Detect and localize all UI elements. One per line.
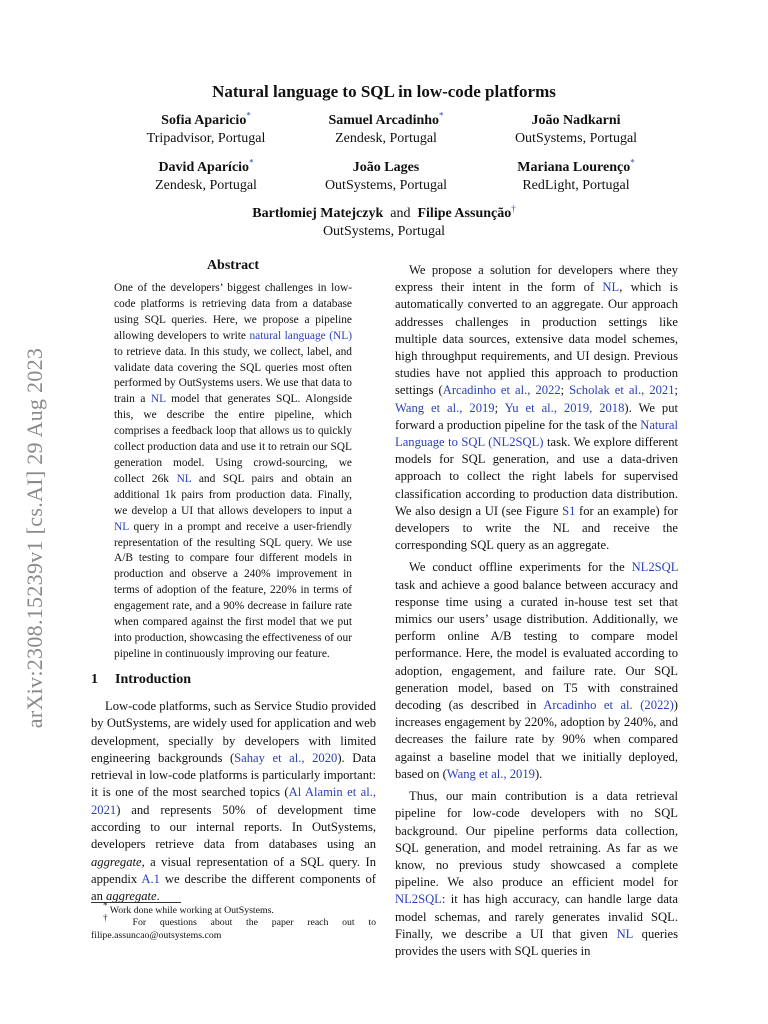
figure-link[interactable]: S1 bbox=[562, 503, 576, 518]
text-run: We conduct offline experiments for the bbox=[409, 560, 632, 575]
text-run: . bbox=[156, 889, 160, 904]
text-run: , which is automatically converted to an aggregate. Our approach addresses challenges in production settings like multiple data sources, extensive data model schemes, high throughput requirements, and UI design. Previous studies have not applied this approach to production settings ( bbox=[395, 280, 678, 398]
author-affiliation: OutSystems, Portugal bbox=[322, 224, 446, 239]
footnote-text: Work done while working at OutSystems. bbox=[107, 905, 274, 916]
author-name: Filipe Assunção bbox=[417, 206, 512, 221]
paragraph bbox=[395, 559, 678, 783]
acronym-link[interactable]: NL bbox=[616, 926, 633, 941]
footnote-mark: * bbox=[103, 900, 108, 911]
acronym-link[interactable]: natural language (NL) bbox=[249, 329, 352, 342]
author-name: João Nadkarni bbox=[531, 113, 621, 128]
text-run: ). Data retrieval in low-code platforms is particularly important: it is one of the most searched topics ( bbox=[91, 750, 377, 800]
acronym-link[interactable]: NL bbox=[114, 520, 129, 533]
author-block bbox=[466, 112, 686, 148]
author-mark[interactable]: * bbox=[249, 157, 254, 168]
author-name: João Lages bbox=[352, 160, 420, 175]
paper-title: Natural language to SQL in low-code platforms bbox=[212, 82, 556, 101]
citation-link[interactable]: Wang et al., 2019 bbox=[446, 766, 535, 781]
paragraph bbox=[91, 698, 376, 906]
text-run: queries provides the users with SQL queries in bbox=[395, 926, 679, 958]
author-affiliation: Zendesk, Portugal bbox=[155, 178, 257, 193]
text-run: Low-code platforms, such as Service Studio provided by OutSystems, are widely used for application and web development, specially by developers with limited engineering backgrounds ( bbox=[91, 699, 376, 765]
citation-link[interactable]: Wang et al., 2019 bbox=[395, 400, 495, 415]
citation-link[interactable]: Yu et al., 2019, 2018 bbox=[504, 400, 625, 415]
abstract-text-run: and SQL pairs and obtain an additional 1k pairs from production data. Finally, we develop a UI that allows developers to input a bbox=[114, 472, 352, 517]
text-run: ) increases engagement by 220%, adoption by 240%, and decreases the failure rate by 90% when compared against a baseline model that we initially deployed, based on ( bbox=[395, 698, 678, 781]
author-affiliation: Zendesk, Portugal bbox=[335, 131, 437, 146]
text-run: ; bbox=[560, 383, 570, 398]
text-run: task and achieve a good balance between accuracy and response time using a curated in-house test set that mimics our users’ usage distribution. Additionally, we perform online A/B testing to compare model performance. Here, the model is evaluated according to adoption, engagement, and failure rate. Our SQL generation model, based on T5 with constrained decoding (as described in bbox=[395, 577, 678, 713]
author-name: David Aparício bbox=[158, 160, 250, 175]
author-affiliation: Tripadvisor, Portugal bbox=[146, 131, 266, 146]
author-name: Bartłomiej Matejczyk bbox=[252, 206, 384, 221]
acronym-link[interactable]: NL bbox=[602, 280, 620, 295]
abstract-text bbox=[114, 281, 352, 663]
text-run: ; bbox=[494, 400, 505, 415]
right-column-body bbox=[395, 262, 678, 960]
author-name: Samuel Arcadinho bbox=[328, 113, 440, 128]
footnote bbox=[91, 913, 376, 942]
text-run: , a visual representation of a SQL query. In appendix bbox=[91, 854, 376, 886]
emphasis: aggregate bbox=[106, 889, 157, 904]
text-run: We propose a solution for developers where they express their intent in the form of bbox=[395, 263, 678, 295]
paragraph bbox=[395, 788, 678, 960]
text-run: we describe the different components of an bbox=[91, 871, 376, 904]
introduction-body bbox=[91, 698, 376, 906]
citation-link[interactable]: Al Alamin et al., 2021 bbox=[91, 785, 377, 817]
acronym-link[interactable]: NL bbox=[176, 472, 192, 485]
emphasis: aggregate bbox=[91, 854, 142, 869]
author-affiliation: RedLight, Portugal bbox=[522, 178, 630, 193]
author-block bbox=[276, 159, 496, 195]
abstract-text-run: One of the developers’ biggest challenges in low-code platforms is retrieving data from a database using SQL queries. Here, we propose a pipeline allowing developers to write bbox=[114, 282, 352, 342]
author-conjunction: and bbox=[390, 206, 411, 221]
author-affiliation: OutSystems, Portugal bbox=[324, 178, 448, 193]
author-affiliation: OutSystems, Portugal bbox=[514, 131, 638, 146]
footnotes bbox=[91, 900, 376, 942]
last-authors bbox=[0, 205, 768, 241]
abstract-text-run: query in a prompt and receive a user-friendly representation of the resulting SQL query. We use A/B testing to compare four different models in production and observe a 240% improvement in terms of adoption of the feature, 220% in terms of engagement rate, and a 90% decrease in failure rate when compared against the first model that we put into production, showcasing the effectiveness of our pipeline in continuously improving our feature. bbox=[114, 520, 352, 660]
text-run: ). We put forward a production pipeline for the task of the bbox=[395, 400, 678, 432]
citation-link[interactable]: Scholak et al., 2021 bbox=[569, 383, 675, 398]
arxiv-identifier: arXiv:2308.15239v1 [cs.AI] 29 Aug 2023 bbox=[22, 347, 47, 729]
acronym-link[interactable]: NL2SQL bbox=[631, 560, 678, 575]
footnote bbox=[91, 900, 376, 917]
abstract-text-run: to retrieve data. In this study, we collect, label, and validate data covering the SQL queries most often performed by OutSystems users. We use that data to train a bbox=[114, 345, 352, 406]
text-run: : it has high accuracy, can handle large data model schemas, and rarely generates invalid SQL. Finally, we describe a UI that given bbox=[395, 892, 678, 941]
footnote-mark: † bbox=[103, 913, 119, 924]
text-run: ). bbox=[534, 766, 543, 781]
citation-link[interactable]: Sahay et al., 2020 bbox=[234, 750, 338, 765]
arxiv-sidebar-stamp bbox=[18, 318, 52, 758]
author-mark[interactable]: * bbox=[246, 110, 251, 121]
citation-link[interactable]: Arcadinho et al., 2022 bbox=[442, 383, 561, 398]
author-mark[interactable]: * bbox=[630, 157, 635, 168]
author-block bbox=[276, 112, 496, 148]
text-run: for an example) for developers to write the NL and receive the corresponding SQL query as an aggregate. bbox=[395, 503, 678, 553]
author-block bbox=[466, 159, 686, 195]
abstract-heading: Abstract bbox=[206, 258, 260, 273]
acronym-link[interactable]: NL bbox=[150, 393, 166, 406]
paragraph bbox=[395, 262, 678, 554]
text-run: task. We explore different models for SQL generation, and use a data-driven approach to collect the right labels for supervised classification according to production data distribution. We also design a UI (see Figure bbox=[395, 435, 679, 518]
author-mark[interactable]: † bbox=[511, 203, 516, 214]
text-run: Thus, our main contribution is a data retrieval pipeline for low-code developers with no SQL background. Our pipeline performs data collection, SQL generation, and model retraining. As far as we know, no previous study showcased a complete pipeline. We also produce an efficient model for bbox=[395, 789, 678, 890]
author-mark[interactable]: * bbox=[439, 110, 444, 121]
footnote-text: For questions about the paper reach out to filipe.assuncao@outsystems.com bbox=[91, 917, 376, 941]
author-name: Sofia Aparicio bbox=[161, 113, 247, 128]
text-run: ; bbox=[674, 383, 679, 398]
acronym-link[interactable]: Natural Language to SQL (NL2SQL) bbox=[395, 417, 678, 450]
author-name: Mariana Lourenço bbox=[517, 160, 631, 175]
abstract-text-run: model that generates SQL. Alongside this, we describe the entire pipeline, which comprises a feedback loop that allows us to quickly collect production data and use it to retrain our SQL generation model. Using crowd-sourcing, we collect 26k bbox=[114, 393, 353, 485]
appendix-link[interactable]: A.1 bbox=[141, 871, 160, 886]
section-heading-introduction bbox=[91, 672, 191, 688]
section-number: 1 bbox=[91, 672, 98, 687]
section-title: Introduction bbox=[115, 672, 191, 687]
acronym-link[interactable]: NL2SQL bbox=[395, 892, 442, 907]
text-run: ) and represents 50% of development time according to our internal reports. In OutSystems, developers retrieve data from databases using an bbox=[91, 802, 376, 852]
citation-link[interactable]: Arcadinho et al. (2022) bbox=[543, 698, 674, 713]
